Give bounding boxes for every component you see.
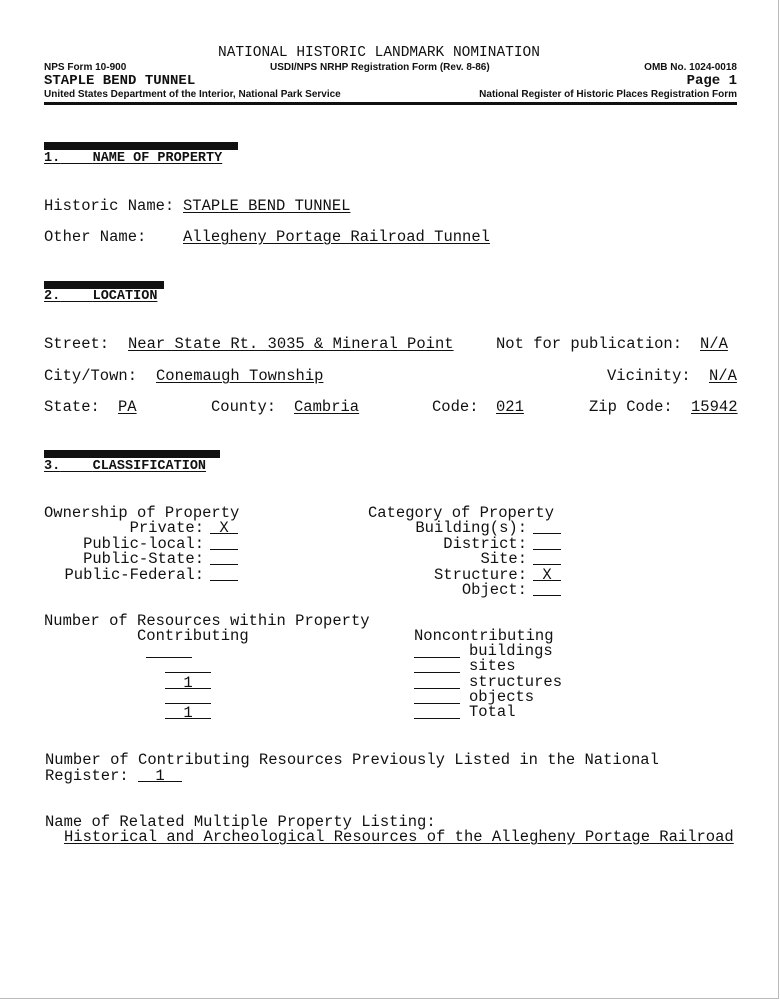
city-label: City/Town: — [44, 367, 138, 385]
historic-name-label: Historic Name: — [44, 197, 175, 215]
noncontributing-value — [414, 674, 460, 689]
ownership-value — [210, 535, 238, 550]
section3-heading: 3. CLASSIFICATION — [44, 459, 207, 474]
category-value — [533, 550, 561, 565]
contributing-value — [165, 658, 211, 673]
county-label: County: — [211, 398, 277, 416]
code-value: 021 — [496, 398, 524, 416]
noncontributing-cell — [414, 704, 460, 724]
previously-listed-line1: Number of Contributing Resources Previously Listed in the National — [45, 751, 659, 769]
vicinity-label: Vicinity: — [607, 367, 691, 385]
not-for-publication-label: Not for publication: — [496, 335, 683, 353]
resource-type-label: buildings — [469, 642, 553, 660]
omb-number: OMB No. 1024-0018 — [644, 62, 737, 73]
vicinity-value: N/A — [709, 367, 737, 385]
contributing-value: 1 — [165, 704, 211, 719]
section2-heading: 2. LOCATION — [44, 289, 158, 304]
section3-bar — [44, 450, 220, 458]
category-blank — [533, 581, 561, 601]
category-value: X — [533, 566, 561, 581]
contributing-value: 1 — [165, 674, 211, 689]
street-label: Street: — [44, 335, 110, 353]
form-number: NPS Form 10-900 — [44, 62, 127, 73]
category-value — [533, 581, 561, 596]
noncontributing-value — [414, 643, 460, 658]
category-label: Building(s): — [415, 519, 527, 537]
page-number: Page 1 — [686, 73, 737, 89]
zip-label: Zip Code: — [589, 398, 673, 416]
city-value: Conemaugh Township — [156, 367, 324, 385]
ownership-value — [210, 566, 238, 581]
ownership-label: Public-Federal: — [64, 565, 204, 584]
category-label: Structure: — [433, 565, 527, 584]
noncontributing-value — [414, 704, 460, 719]
noncontributing-value — [414, 689, 460, 704]
category-value — [533, 535, 561, 550]
state-value: PA — [118, 398, 137, 416]
registration-form-label: USDI/NPS NRHP Registration Form (Rev. 8-86) — [270, 62, 490, 73]
form-title: NATIONAL HISTORIC LANDMARK NOMINATION — [218, 45, 540, 61]
contributing-cell — [165, 704, 211, 722]
section2-bar — [44, 281, 164, 289]
ownership-blank — [210, 566, 238, 586]
property-name-header: STAPLE BEND TUNNEL — [44, 73, 196, 89]
section1-bar — [44, 142, 238, 150]
ownership-value: X — [210, 519, 238, 534]
contributing-value — [146, 643, 192, 658]
resource-type-label: structures — [469, 672, 563, 691]
ownership-value — [210, 550, 238, 565]
resource-type-label: objects — [469, 687, 535, 706]
register-label: National Register of Historic Places Registration Form — [479, 89, 737, 100]
category-value — [533, 519, 561, 534]
department-label: United States Department of the Interior, National Park Service — [44, 89, 341, 100]
noncontributing-value — [414, 658, 460, 673]
contributing-value — [165, 689, 211, 704]
previously-listed-value: 1 — [138, 767, 182, 782]
street-value: Near State Rt. 3035 & Mineral Point — [128, 335, 454, 353]
not-for-publication-value: N/A — [700, 335, 728, 353]
ownership-label: Public-State: — [83, 550, 204, 568]
resource-type-label: sites — [469, 657, 516, 676]
noncontributing-label: Noncontributing — [414, 627, 554, 645]
category-label: Object: — [461, 581, 527, 599]
state-label: State: — [44, 398, 100, 416]
resources-title: Number of Resources within Property — [44, 612, 370, 630]
ownership-label: Private: — [129, 519, 204, 537]
code-label: Code: — [432, 398, 479, 416]
category-title: Category of Property — [368, 504, 555, 522]
header-rule — [44, 102, 737, 105]
related-listing-label: Name of Related Multiple Property Listing: — [45, 813, 436, 831]
category-label: Site: — [480, 550, 527, 568]
historic-name-value: STAPLE BEND TUNNEL — [183, 197, 351, 215]
other-name-label: Other Name: — [44, 228, 147, 246]
resource-type-label: Total — [469, 703, 516, 722]
related-listing-value: Historical and Archeological Resources of the Allegheny Portage Railroad — [64, 828, 734, 846]
ownership-label: Public-local: — [83, 534, 204, 553]
contributing-label: Contributing — [137, 627, 249, 645]
other-name-value: Allegheny Portage Railroad Tunnel — [183, 228, 490, 246]
zip-value: 15942 — [691, 398, 738, 416]
county-value: Cambria — [294, 398, 360, 416]
category-label: District: — [443, 534, 527, 553]
ownership-title: Ownership of Property — [44, 504, 240, 522]
section1-heading: 1. NAME OF PROPERTY — [44, 151, 223, 166]
previously-listed-line2: Register: 1 — [45, 767, 182, 785]
